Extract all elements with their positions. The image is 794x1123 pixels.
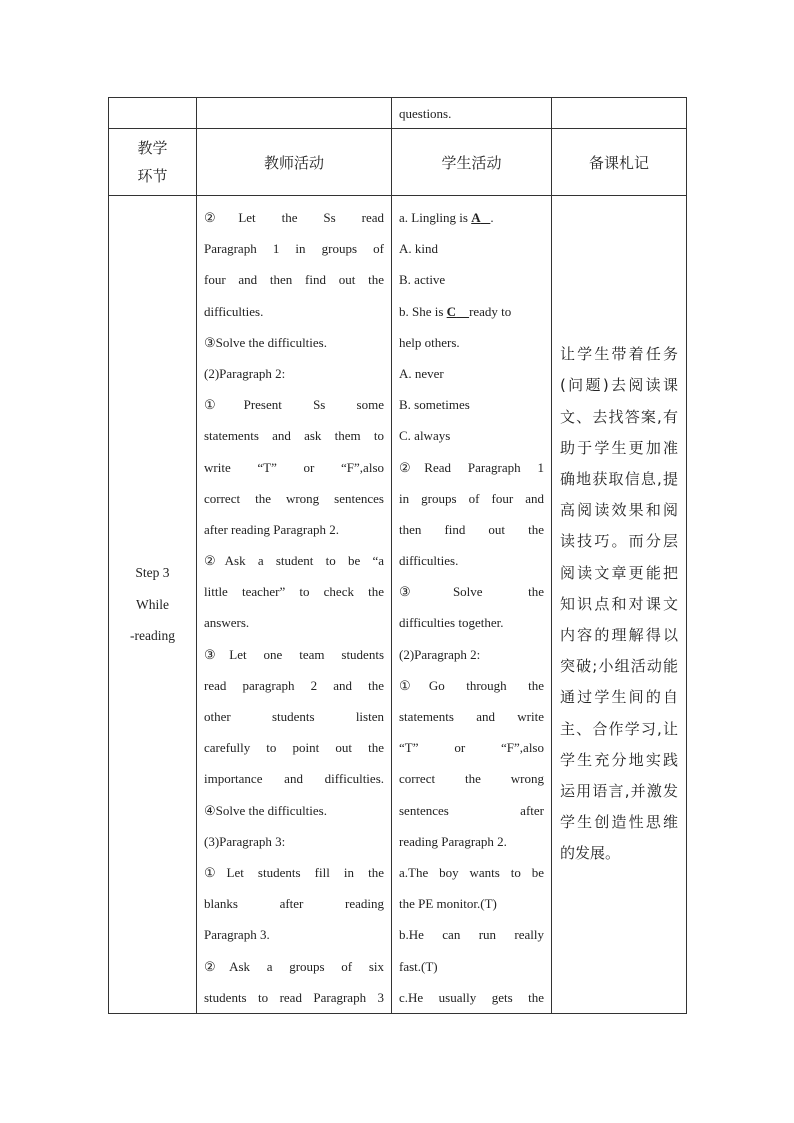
text-line: fast.(T) [399,958,438,974]
text-line: “T” or “F”,also [399,740,544,756]
text-line: in groups of four and [399,490,544,506]
question-a [399,202,544,233]
option-line: A. kind [399,241,438,257]
text-line: C. always [399,428,451,444]
text-line: b.He can run really [399,927,544,943]
text-line: correct the wrong [399,771,544,787]
text-line: ①Present Ss some [204,397,384,413]
text-line: ①Let students fill in the [204,864,384,880]
text-line: a.The boy wants to be [399,864,544,880]
text-line: answers. [204,615,250,631]
text-line: ④Solve the difficulties. [204,802,327,818]
teacher-cell [197,196,392,1014]
text-line: read paragraph 2 and the [204,677,384,693]
text-line: reading Paragraph 2. [399,833,507,849]
question-a-suffix: . [490,210,494,225]
step-line1: Step 3 [135,565,170,581]
header-step-line1: 教学 [137,139,168,157]
text-line: ③Solve the [399,584,544,600]
notes-cell [552,196,687,1014]
lesson-plan-table [108,97,687,1014]
text-line: students to read Paragraph 3 [204,989,384,1005]
question-b-answer: C [446,303,457,319]
text-line: Paragraph 1 in groups of [204,241,384,257]
text-line: little teacher” to check the [204,584,384,600]
step-row [109,196,687,1014]
header-step-line2: 环节 [137,167,168,185]
text-line: blanks after reading [204,896,384,912]
text-line: importance and difficulties. [204,771,384,787]
student-activities [392,196,551,1013]
text-line: ①Go through the [399,677,544,693]
header-notes: 备课札记 [552,129,687,196]
text-line: ②Let the Ss read [204,210,384,225]
notes-text: 让学生带着任务(问题)去阅读课文、去找答案,有助于学生更加准确地获取信息,提高阅读效果和阅读技巧。而分层阅读文章更能把知识点和对课文内容的理解得以突破;小组活动能通过学生间的自主、合作学习,让学生充分地实践运用语言,并激发学生创造性思维的发展。 [560,345,678,863]
text-line: ②Read Paragraph 1 [399,459,544,475]
text-line: (3)Paragraph 3: [204,833,286,849]
text-line: ②Ask a groups of six [204,958,384,974]
text-line: statements and write [399,709,544,724]
text-line: four and then find out the [204,272,384,288]
text-line: c.He usually gets the [399,989,544,1005]
text-line: sentences after [399,802,544,818]
header-row [109,129,687,196]
text-line: the PE monitor.(T) [399,896,497,912]
header-teacher: 教师活动 [197,129,392,196]
header-step [109,129,197,196]
text-line: then find out the [399,521,544,537]
step-line3: -reading [130,628,175,644]
option-line: B. active [399,272,446,288]
text-line: ③Solve the difficulties. [204,334,327,350]
text-line: difficulties. [399,553,459,569]
prev-step-cell [109,98,197,129]
text-line: write “T” or “F”,also [204,459,384,475]
question-a-text: a. Lingling is [399,210,472,225]
text-line: carefully to point out the [204,740,384,756]
text-line: difficulties. [204,303,264,319]
text-line: Paragraph 3. [204,927,270,943]
text-line: statements and ask them to [204,428,384,444]
text-line: B. sometimes [399,397,470,413]
text-line: after reading Paragraph 2. [204,521,339,537]
text-line: ②Ask a student to be “a [204,553,384,569]
teacher-activities [197,196,391,1013]
student-cell [392,196,552,1014]
header-student: 学生活动 [392,129,552,196]
question-b [399,296,544,327]
question-b-text: b. She is [399,303,447,319]
step-line2: While [136,596,169,612]
prev-student-cell [392,98,552,129]
prev-teacher-cell [197,98,392,129]
continued-row [109,98,687,129]
text-line: difficulties together. [399,615,504,631]
text-line: (2)Paragraph 2: [399,646,481,662]
question-a-answer: A [471,210,481,225]
step-cell [109,196,197,1014]
text-line: (2)Paragraph 2: [204,365,286,381]
text-line: ③Let one team students [204,646,384,662]
text-line: other students listen [204,709,384,724]
prev-student-text: questions. [399,106,452,121]
text-line: correct the wrong sentences [204,490,384,506]
question-b-suffix: ready to [469,303,512,319]
text-line: A. never [399,365,444,381]
text-line: help others. [399,334,460,350]
prev-notes-cell [552,98,687,129]
